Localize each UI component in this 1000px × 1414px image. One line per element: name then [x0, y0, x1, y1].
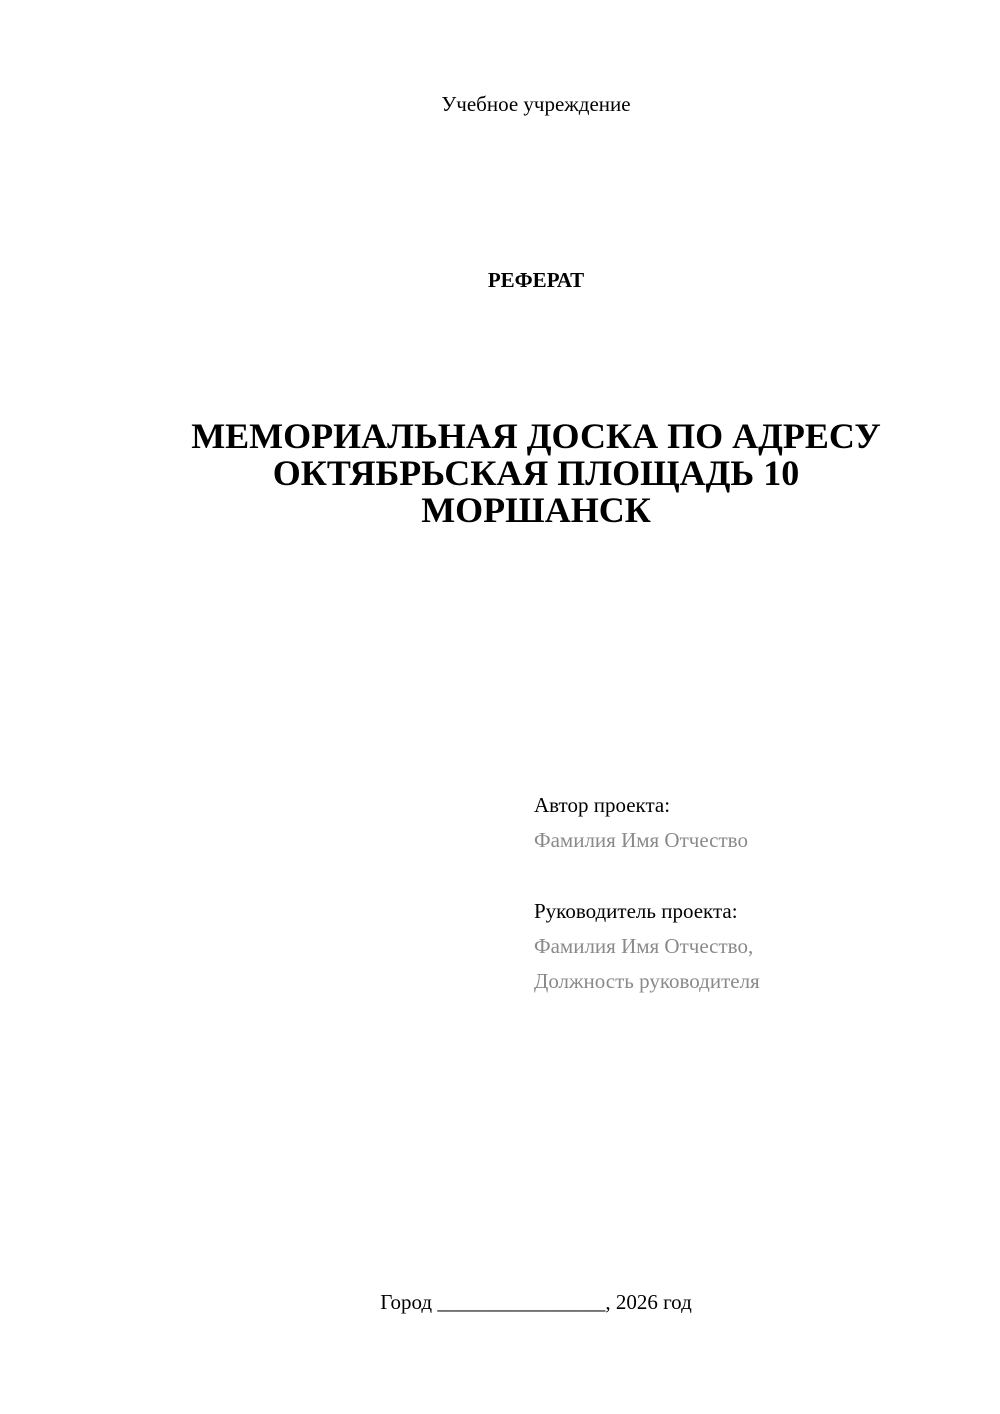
- author-label: Автор проекта:: [534, 793, 671, 817]
- supervisor-name: Фамилия Имя Отчество,: [534, 934, 754, 958]
- title-line-3: МОРШАНСК: [421, 490, 651, 530]
- supervisor-label: Руководитель проекта:: [534, 899, 738, 923]
- credits-block: [534, 788, 974, 999]
- title-line-1: МЕМОРИАЛЬНАЯ ДОСКА ПО АДРЕСУ: [191, 416, 881, 456]
- title-line-2: ОКТЯБРЬСКАЯ ПЛОЩАДЬ 10: [272, 453, 800, 493]
- document-type-heading: РЕФЕРАТ: [487, 268, 585, 292]
- document-title: [36, 418, 1000, 529]
- author-name: Фамилия Имя Отчество: [534, 828, 748, 852]
- institution-name: Учебное учреждение: [441, 92, 631, 116]
- credits-spacer: [534, 858, 974, 894]
- supervisor-position: Должность руководителя: [534, 969, 760, 993]
- city-year-footer: Город ________________, 2026 год: [380, 1290, 692, 1314]
